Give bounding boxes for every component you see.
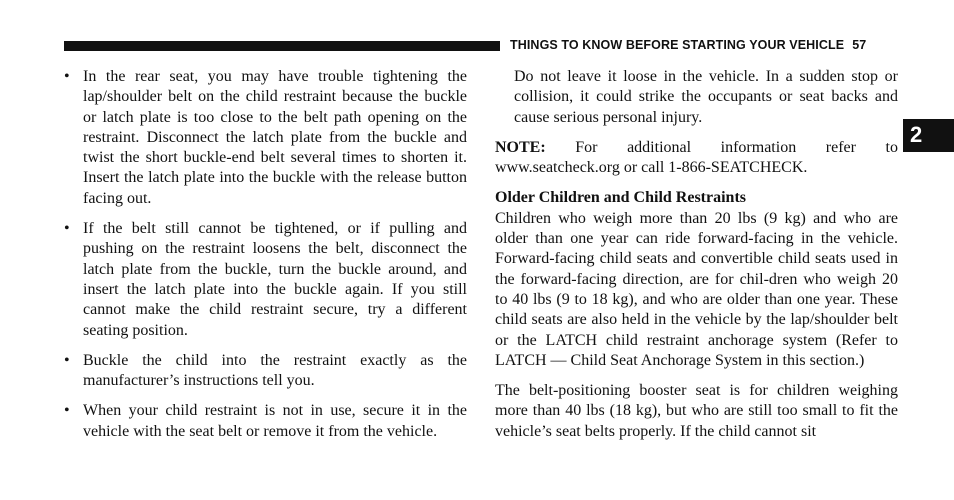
left-column <box>63 67 467 452</box>
continued-paragraph: Do not leave it loose in the vehicle. In a sudden stop or collision, it could strike the occupants or seat backs and cause serious personal injury. <box>514 68 898 126</box>
chapter-tab <box>903 119 954 152</box>
bullet-list <box>63 67 467 442</box>
section-paragraph: Children who weigh more than 20 lbs (9 kg) and who are older than one year can ride forward-facing in the vehicle. Forward-facing child seats and convertible child seats used in the forward-facing direction, are for chil-dren who weigh 20 to 40 lbs (9 to 18 kg), and who are older than one year. These child seats are also held in the vehicle by the lap/shoulder belt or the LATCH child restraint anchorage system (Refer to LATCH — Child Seat Anchorage System in this section.) <box>495 209 898 369</box>
bullet-item: • Buckle the child into the restraint exactly as the manufacturer’s instructions tell you. <box>63 351 467 392</box>
note-text: For additional information refer to www.seatcheck.org or call 1-866-SEATCHECK. <box>495 138 898 177</box>
bullet-item: • When your child restraint is not in use, secure it in the vehicle with the seat belt or remove it from the vehicle. <box>63 401 467 442</box>
page-number: 57 <box>852 38 867 52</box>
running-header <box>510 38 866 52</box>
right-column <box>495 67 898 442</box>
booster-paragraph: The belt-positioning booster seat is for children weighing more than 40 lbs (18 kg), but who are still too small to fit the vehicle’s seat belts properly. If the child cannot sit <box>495 382 898 440</box>
section-heading: Older Children and Child Restraints <box>495 189 747 207</box>
header-rule <box>64 41 500 51</box>
note-paragraph <box>495 138 898 179</box>
bullet-item: • If the belt still cannot be tightened, or if pulling and pushing on the restraint loosens the belt, disconnect the latch plate from the buckle, turn the buckle around, and insert the latch plate into the buckle again. If you still cannot make the child restraint secure, try a different seating position. <box>63 219 467 341</box>
chapter-tab-label: 2 <box>910 122 923 147</box>
note-label: NOTE: <box>495 138 546 156</box>
bullet-item: • In the rear seat, you may have trouble tightening the lap/shoulder belt on the child restraint because the buckle or latch plate is too close to the belt path opening on the restraint. Disconnect the latch plate from the buckle and twist the short buckle-end belt several times to shorten it. Insert the latch plate into the buckle with the release button facing out. <box>63 67 467 209</box>
header-title: THINGS TO KNOW BEFORE STARTING YOUR VEHICLE <box>510 38 845 52</box>
